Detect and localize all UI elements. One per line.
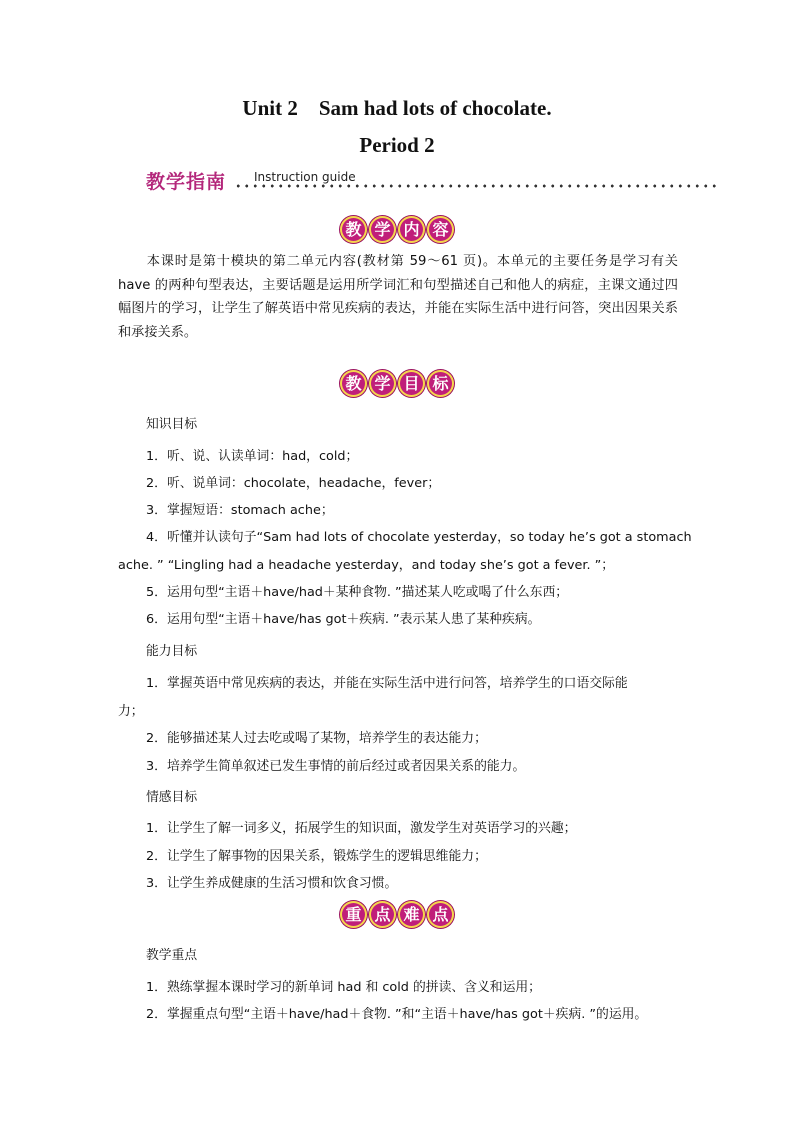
knowledge-heading: 知识目标 bbox=[146, 417, 198, 432]
badge-char: 教 bbox=[340, 216, 367, 243]
section-badge-key bbox=[0, 901, 794, 929]
list-item: 2．掌握重点句型“主语＋have/had＋食物. ”和“主语＋have/has got＋疾病. ”的运用。 bbox=[146, 1007, 648, 1022]
list-item: 3．让学生养成健康的生活习惯和饮食习惯。 bbox=[146, 876, 398, 891]
badge-char: 内 bbox=[398, 216, 425, 243]
list-item: 4．听懂并认读句子“Sam had lots of chocolate yesterday，so today he’s got a stomach bbox=[146, 530, 692, 545]
list-item: 1．熟练掌握本课时学习的新单词 had 和 cold 的拼读、含义和运用； bbox=[146, 980, 541, 995]
list-item: 5．运用句型“主语＋have/had＋某种食物. ”描述某人吃或喝了什么东西； bbox=[146, 585, 569, 600]
instruction-guide-header bbox=[146, 167, 716, 193]
list-item: 力； bbox=[118, 704, 144, 719]
list-item: 1．让学生了解一词多义，拓展学生的知识面，激发学生对英语学习的兴趣； bbox=[146, 821, 577, 836]
badge-char: 点 bbox=[369, 901, 396, 928]
list-item: ache. ” “Lingling had a headache yesterday，and today she’s got a fever. ”； bbox=[118, 558, 615, 573]
list-item: 6．运用句型“主语＋have/has got＋疾病. ”表示某人患了某种疾病。 bbox=[146, 612, 541, 627]
list-item: 3．掌握短语：stomach ache； bbox=[146, 503, 334, 518]
badge-char: 重 bbox=[340, 901, 367, 928]
badge-char: 学 bbox=[369, 216, 396, 243]
badge-char: 标 bbox=[427, 370, 454, 397]
badge-char: 点 bbox=[427, 901, 454, 928]
list-item: 2．听、说单词：chocolate，headache，fever； bbox=[146, 476, 441, 491]
badge-char: 难 bbox=[398, 901, 425, 928]
list-item: 1．掌握英语中常见疾病的表达，并能在实际生活中进行问答，培养学生的口语交际能 bbox=[146, 676, 628, 691]
ability-heading: 能力目标 bbox=[146, 644, 198, 659]
list-item: 2．能够描述某人过去吃或喝了某物，培养学生的表达能力； bbox=[146, 731, 487, 746]
emotion-heading: 情感目标 bbox=[146, 790, 198, 805]
badge-char: 容 bbox=[427, 216, 454, 243]
content-text: 本课时是第十模块的第二单元内容(教材第 59～61 页)。本单元的主要任务是学习有关 have 的两种句型表达，主要话题是运用所学词汇和句型描述自己和他人的病症，主课文通过四幅图片的学习，让学生了解英语中常见疾病的表达，并能在实际生活中进行问答，突出因果关系和承接关系。 bbox=[118, 254, 678, 340]
badge-char: 教 bbox=[340, 370, 367, 397]
list-item: 1．听、说、认读单词：had，cold； bbox=[146, 449, 359, 464]
badge-char: 学 bbox=[369, 370, 396, 397]
badge-char: 目 bbox=[398, 370, 425, 397]
section-badge-content bbox=[0, 216, 794, 244]
keypoints-heading: 教学重点 bbox=[146, 948, 198, 963]
period-title: Period 2 bbox=[359, 133, 435, 157]
list-item: 2．让学生了解事物的因果关系，锻炼学生的逻辑思维能力； bbox=[146, 849, 487, 864]
guide-title-en: Instruction guide bbox=[254, 170, 356, 184]
guide-title-cn: 教学指南 bbox=[146, 171, 227, 193]
list-item: 3．培养学生简单叙述已发生事情的前后经过或者因果关系的能力。 bbox=[146, 759, 526, 774]
unit-title: Unit 2 Sam had lots of chocolate. bbox=[242, 96, 552, 120]
dotted-divider bbox=[234, 184, 716, 188]
section-badge-goals bbox=[0, 370, 794, 398]
content-paragraph bbox=[118, 250, 678, 344]
